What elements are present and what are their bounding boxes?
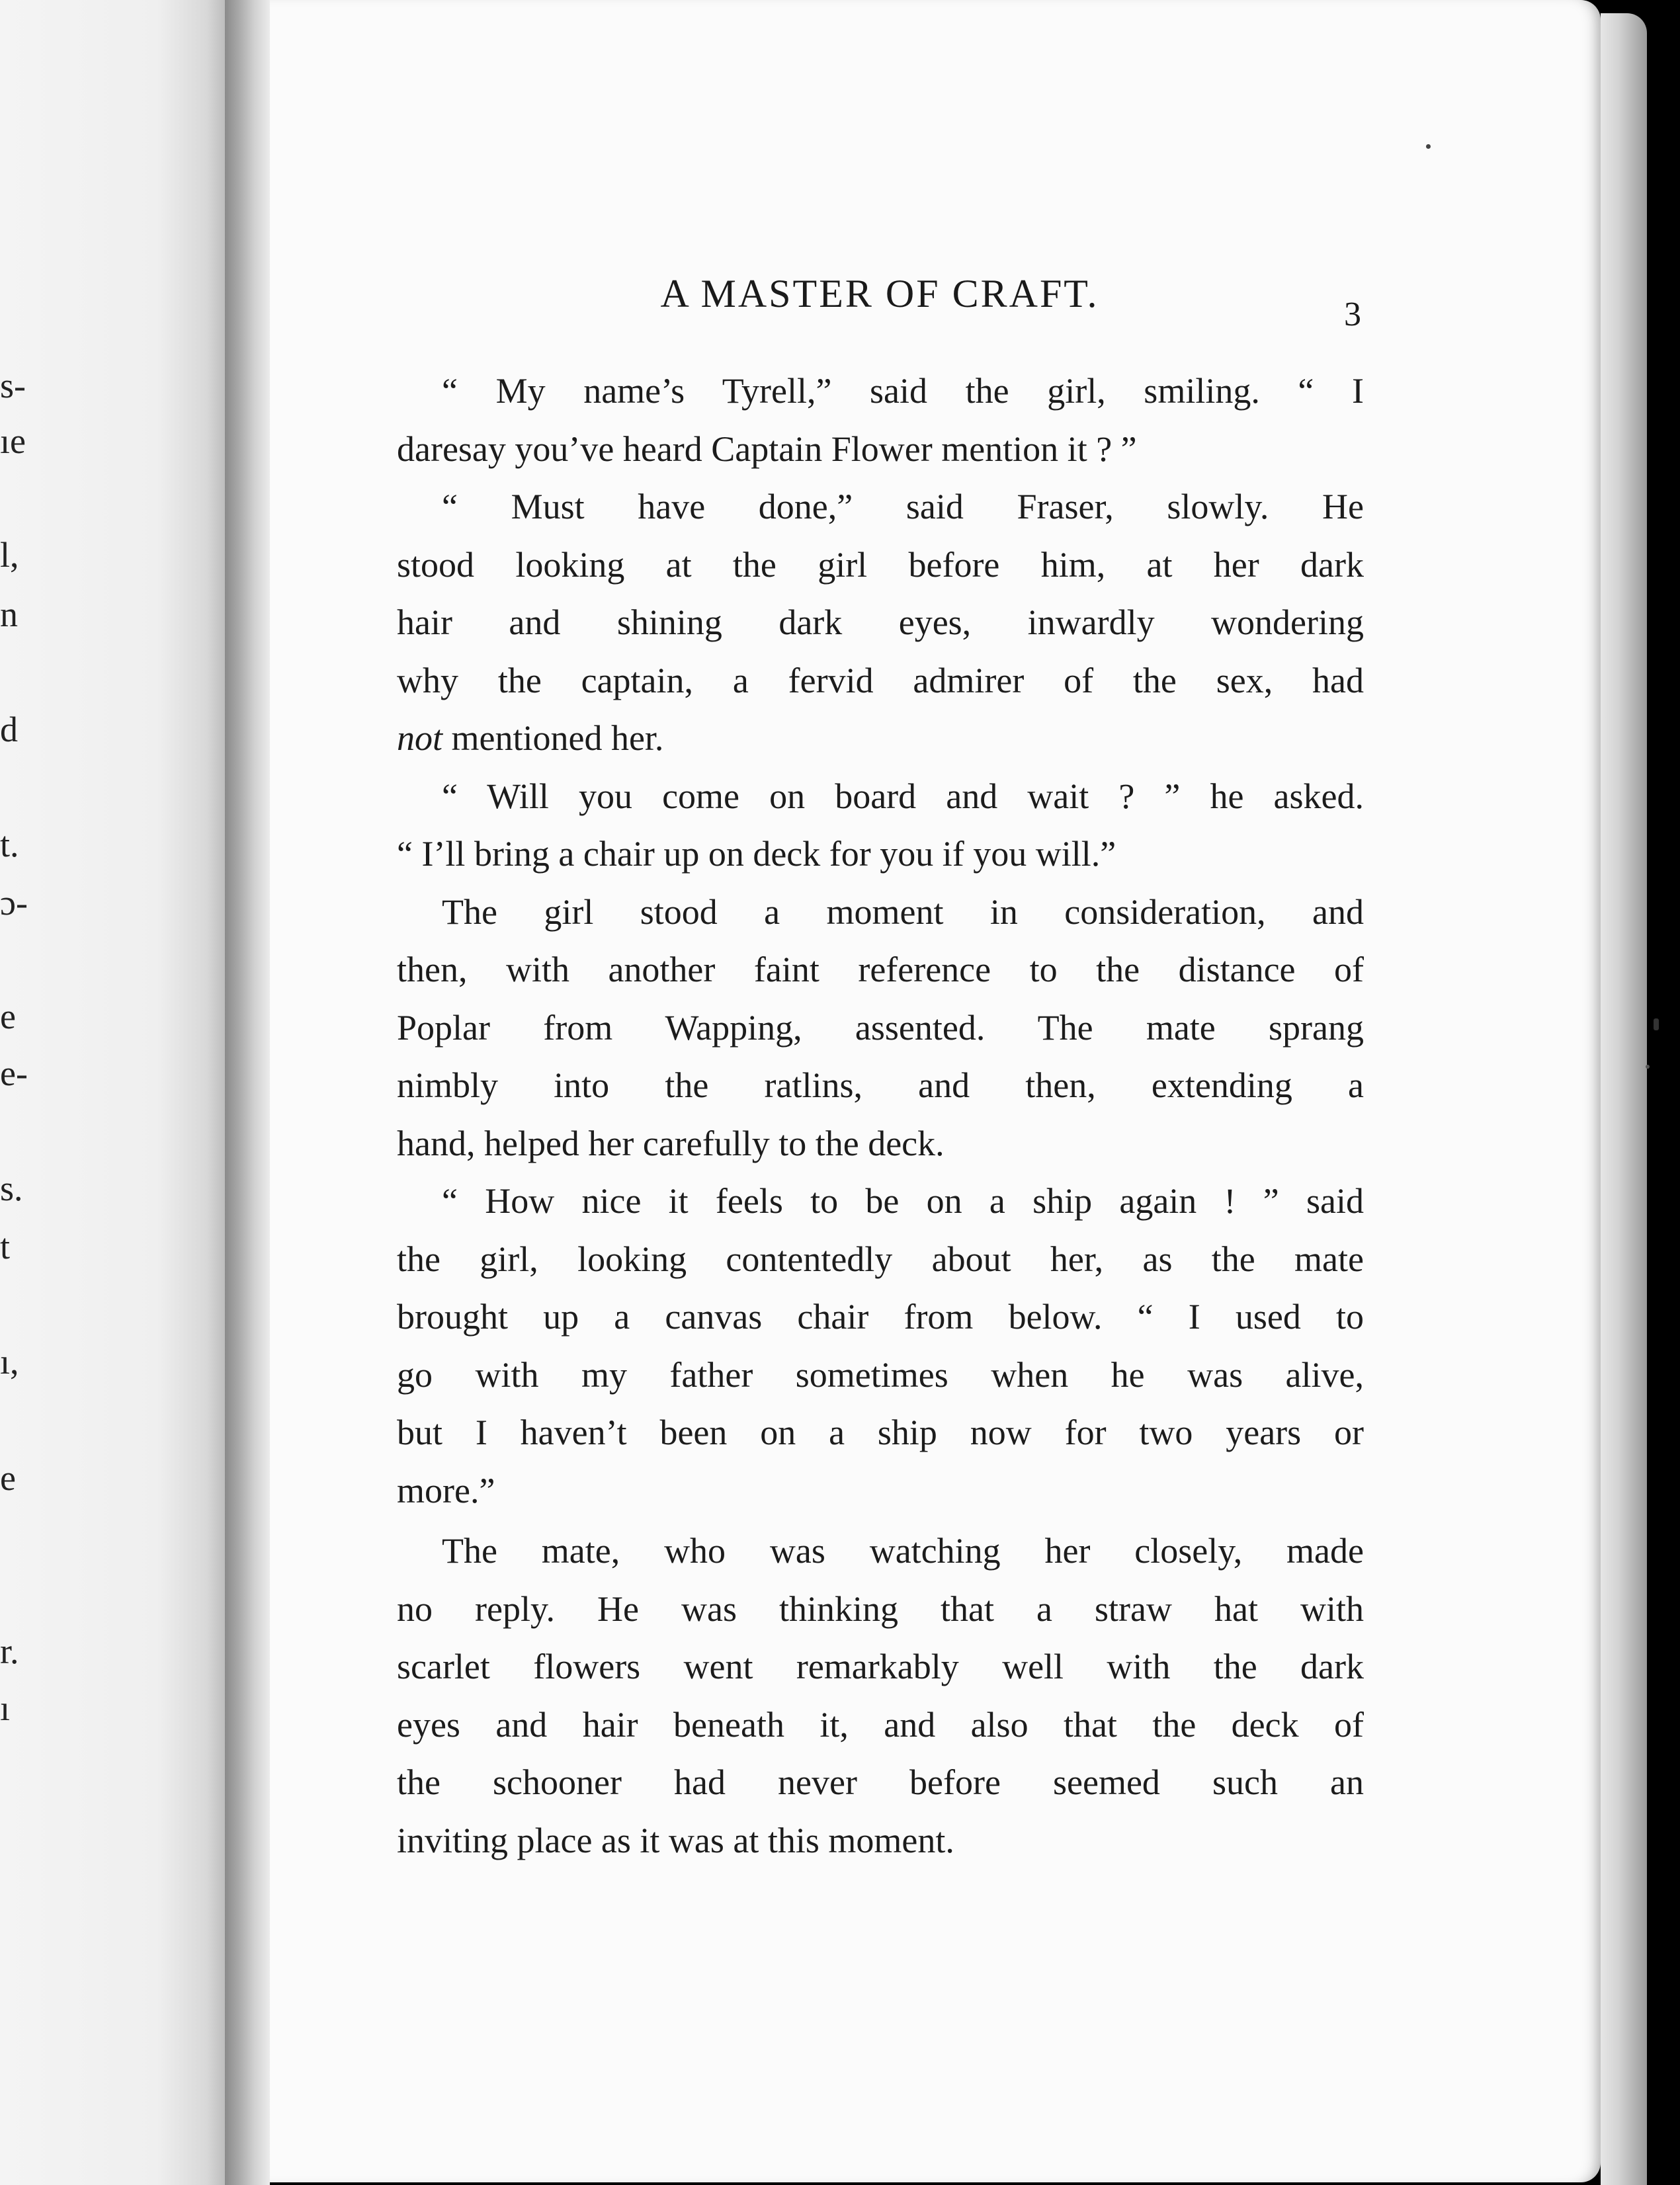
body-text	[397, 362, 1364, 1870]
page-edge-shadow	[1601, 13, 1647, 2185]
left-page-fragment: ɔ-	[0, 883, 28, 923]
text-line: no reply. He was thinking that a straw hat with	[397, 1588, 1364, 1629]
text-line: hair and shining dark eyes, inwardly wondering	[397, 602, 1364, 642]
left-page-fragment: ıe	[0, 421, 26, 461]
text-line: go with my father sometimes when he was alive,	[397, 1354, 1364, 1395]
running-head-title: A MASTER OF CRAFT.	[660, 272, 1099, 315]
text-line: “ Must have done,” said Fraser, slowly. He	[442, 487, 1364, 526]
text-line: “ My name’s Tyrell,” said the girl, smiling. “ I	[442, 371, 1364, 411]
text-line: inviting place as it was at this moment.	[397, 1820, 954, 1860]
left-page-fragment: r.	[0, 1631, 19, 1671]
text-line: the schooner had never before seemed such an	[397, 1762, 1364, 1802]
left-page-fragment: d	[0, 710, 18, 749]
text-line: “ How nice it feels to be on a ship again ! ” said	[442, 1181, 1364, 1221]
left-page-fragment: l,	[0, 535, 19, 575]
text-line	[397, 710, 1364, 768]
text-line: hand, helped her carefully to the deck.	[397, 1123, 945, 1163]
left-page-fragment: t.	[0, 825, 19, 864]
text-line: The mate, who was watching her closely, made	[442, 1531, 1364, 1571]
left-page-fragment: t	[0, 1227, 11, 1266]
text-span: mentioned her.	[451, 718, 664, 758]
left-page-fragment: e	[0, 1458, 16, 1498]
text-line: Poplar from Wapping, assented. The mate sprang	[397, 1007, 1364, 1048]
left-page-fragment: n	[0, 595, 18, 634]
text-line: more.”	[397, 1470, 495, 1510]
left-page-fragment: s-	[0, 366, 26, 405]
ink-speck	[1426, 144, 1431, 149]
text-line: scarlet flowers went remarkably well with the dark	[397, 1647, 1364, 1686]
left-page-fragment: e-	[0, 1053, 28, 1093]
left-page-fragment: ı,	[0, 1342, 19, 1381]
text-line: then, with another faint reference to the distance of	[397, 950, 1364, 989]
text-line: eyes and hair beneath it, and also that the deck of	[397, 1704, 1364, 1745]
text-line: why the captain, a fervid admirer of the sex, had	[397, 660, 1364, 700]
text-line: but I haven’t been on a ship now for two years or	[397, 1413, 1364, 1452]
text-line: daresay you’ve heard Captain Flower mention it ? ”	[397, 429, 1137, 469]
text-line: brought up a canvas chair from below. “ I used to	[397, 1297, 1364, 1337]
book-gutter	[225, 0, 270, 2185]
left-page-fragment: ı	[0, 1688, 11, 1728]
page-number: 3	[1344, 296, 1361, 333]
left-page-fragment: s.	[0, 1169, 23, 1208]
ink-speck	[1646, 1065, 1650, 1069]
text-line: “ I’ll bring a chair up on deck for you if you will.”	[397, 834, 1116, 874]
italic-word: not	[397, 718, 443, 758]
text-line: the girl, looking contentedly about her, as the mate	[397, 1239, 1364, 1279]
text-line: nimbly into the ratlins, and then, extending a	[397, 1065, 1364, 1105]
left-facing-page	[0, 0, 225, 2185]
left-page-fragment: e	[0, 997, 16, 1036]
ink-speck	[1654, 1018, 1659, 1030]
text-line: “ Will you come on board and wait ? ” he asked.	[442, 776, 1364, 816]
text-line: stood looking at the girl before him, at her dark	[397, 544, 1364, 585]
text-line: The girl stood a moment in consideration, and	[442, 891, 1364, 932]
